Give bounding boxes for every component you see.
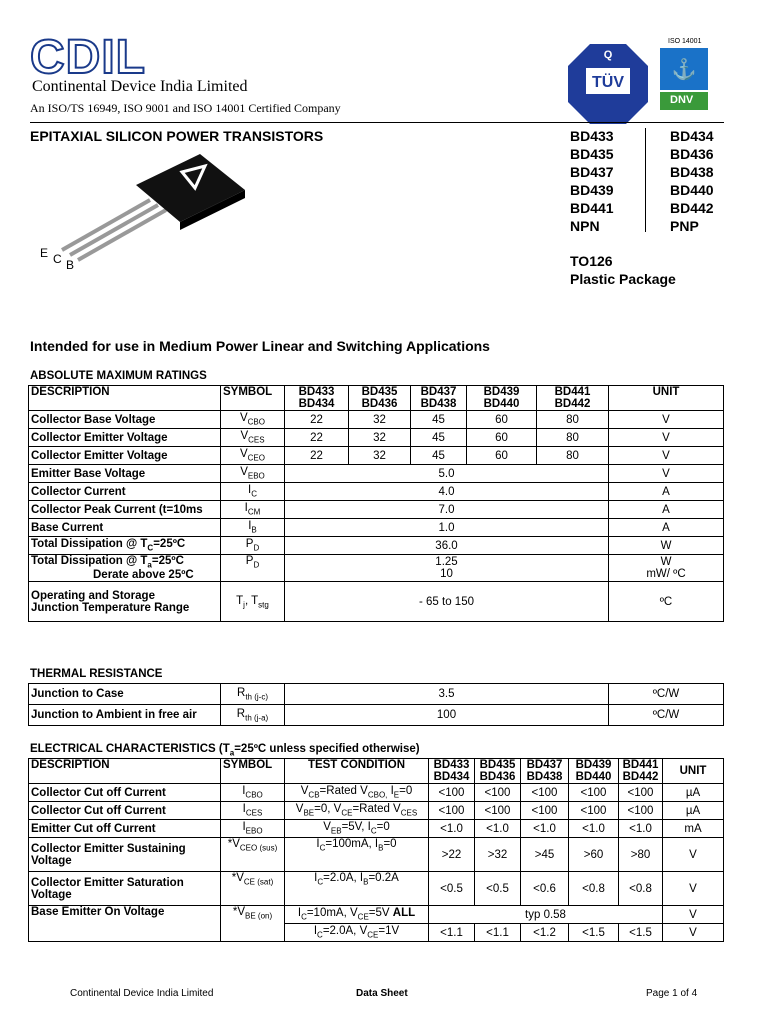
table-header-row [29,386,724,411]
col-part: BD433 BD434 [429,759,475,784]
pnp-part-list [670,127,714,235]
thermal-table [28,683,724,726]
svg-text:TÜV: TÜV [592,74,624,91]
polarity-label: NPN [570,218,600,234]
table-row: Collector Base Voltage $V_{CBO}$ 22 32 45 60 80 V [29,411,724,429]
col-part: BD441 BD442 [619,759,663,784]
table-row: Collector Emitter Sustaining Voltage $*V_{CEO (sus)}$ $I_C=100mA$, $I_B=0$ >22 >32 >45 >60 >80 V [29,838,724,872]
col-part: BD441 BD442 [537,386,609,411]
col-part: BD437 BD438 [411,386,467,411]
table-row: Collector Peak Current (t=10ms $I_{CM}$ 7.0 A [29,501,724,519]
cdil-logo: CDIL [30,31,146,84]
table-row: Total Dissipation @ $T_C=25ºC$ $P_D$ 36.0 W [29,537,724,555]
pin-label-e: E [40,246,49,260]
electrical-table [28,758,724,942]
table-row: Collector Current $I_C$ 4.0 A [29,483,724,501]
svg-text:⚓: ⚓ [671,59,697,81]
col-test-condition: TEST CONDITION [285,759,429,784]
part-divider [645,128,646,232]
polarity-label: PNP [670,218,699,234]
col-part: BD439 BD440 [467,386,537,411]
intended-use: Intended for use in Medium Power Linear and Switching Applications [30,338,490,354]
col-symbol: SYMBOL [221,386,285,411]
thermal-heading: THERMAL RESISTANCE [30,668,163,680]
table-row: Junction to Ambient in free air $R_{th (j-a)}$ 100 ºC/W [29,705,724,726]
table-row: Operating and Storage Junction Temperature Range $T_j$, $T_{stg}$ - 65 to 150 ºC [29,582,724,622]
part-number: BD435 [570,146,614,162]
abs-max-heading: ABSOLUTE MAXIMUM RATINGS [30,370,207,382]
col-description: DESCRIPTION [29,759,221,784]
table-row: Collector Emitter Voltage $V_{CEO}$ 22 32 45 60 80 V [29,447,724,465]
col-part: BD437 BD438 [521,759,569,784]
table-row: Collector Cut off Current $I_{CES}$ $V_{BE}=0$, $V_{CE}=Rated$ $V_{CES}$ <100 <100 <100 <100 <100 µA [29,802,724,820]
col-part: BD439 BD440 [569,759,619,784]
abs-max-table [28,385,724,622]
table-row: Base Emitter On Voltage $*V_{BE (on)}$ $I_C=10mA$, $V_{CE}=5V$ ALL typ 0.58 V [29,906,724,924]
table-row: Base Current $I_B$ 1.0 A [29,519,724,537]
col-description: DESCRIPTION [29,386,221,411]
table-row: Collector Emitter Voltage $V_{CES}$ 22 32 45 60 80 V [29,429,724,447]
part-number: BD433 [570,128,614,144]
table-header-row [29,759,724,784]
iso-14001-label: ISO 14001 [668,38,702,45]
part-number: BD434 [670,128,714,144]
table-row: Emitter Cut off Current $I_{EBO}$ $V_{EB}=5V$, $I_C=0$ <1.0 <1.0 <1.0 <1.0 <1.0 mA [29,820,724,838]
part-number: BD442 [670,200,714,216]
package-material: Plastic Package [570,271,676,287]
certification-line: An ISO/TS 16949, ISO 9001 and ISO 14001 Certified Company [30,101,341,115]
col-part: BD435 BD436 [349,386,411,411]
table-row: Collector Cut off Current $I_{CBO}$ $V_{CB}=Rated$ $V_{CBO,}$ $I_E=0$ <100 <100 <100 <100 <100 µA [29,784,724,802]
part-number: BD440 [670,182,714,198]
footer-doc-type: Data Sheet [356,988,408,999]
part-number: BD437 [570,164,614,180]
col-part: BD435 BD436 [475,759,521,784]
pin-label-b: B [66,258,75,272]
footer-page-number: Page 1 of 4 [646,988,698,999]
col-symbol: SYMBOL [221,759,285,784]
part-number: BD439 [570,182,614,198]
electrical-heading: ELECTRICAL CHARACTERISTICS ($T_a=25ºC$ unless specified otherwise) [30,743,420,758]
transistor-illustration [40,150,260,270]
tuv-badge [566,42,650,126]
package-type: TO126 [570,253,613,269]
company-name: Continental Device India Limited [32,78,248,95]
svg-text:Q: Q [603,49,613,61]
footer-company: Continental Device India Limited [70,988,214,999]
table-row: Collector Emitter Saturation Voltage $*V_{CE (sat)}$ $I_C=2.0A$, $I_B=0.2A$ <0.5 <0.5 <0.6 <0.8 <0.8 V [29,872,724,906]
col-part: BD433 BD434 [285,386,349,411]
part-number: BD441 [570,200,614,216]
table-row: Junction to Case $R_{th (j-c)}$ 3.5 ºC/W [29,684,724,705]
page-title: EPITAXIAL SILICON POWER TRANSISTORS [30,128,324,144]
part-number: BD436 [670,146,714,162]
pin-label-c: C [53,252,62,266]
table-row: Total Dissipation @ $T_a=25ºC$ Derate above 25ºC $P_D$ 1.25 10 W mW/ ºC [29,555,724,582]
npn-part-list [570,127,614,235]
table-row: $I_C=2.0A$, $V_{CE}=1V$ <1.1 <1.1 <1.2 <1.5 <1.5 V [29,924,724,942]
part-number: BD438 [670,164,714,180]
dnv-label: DNV [670,94,694,106]
col-unit: UNIT [609,386,724,411]
col-unit: UNIT [663,759,724,784]
table-row: Emitter Base Voltage $V_{EBO}$ 5.0 V [29,465,724,483]
